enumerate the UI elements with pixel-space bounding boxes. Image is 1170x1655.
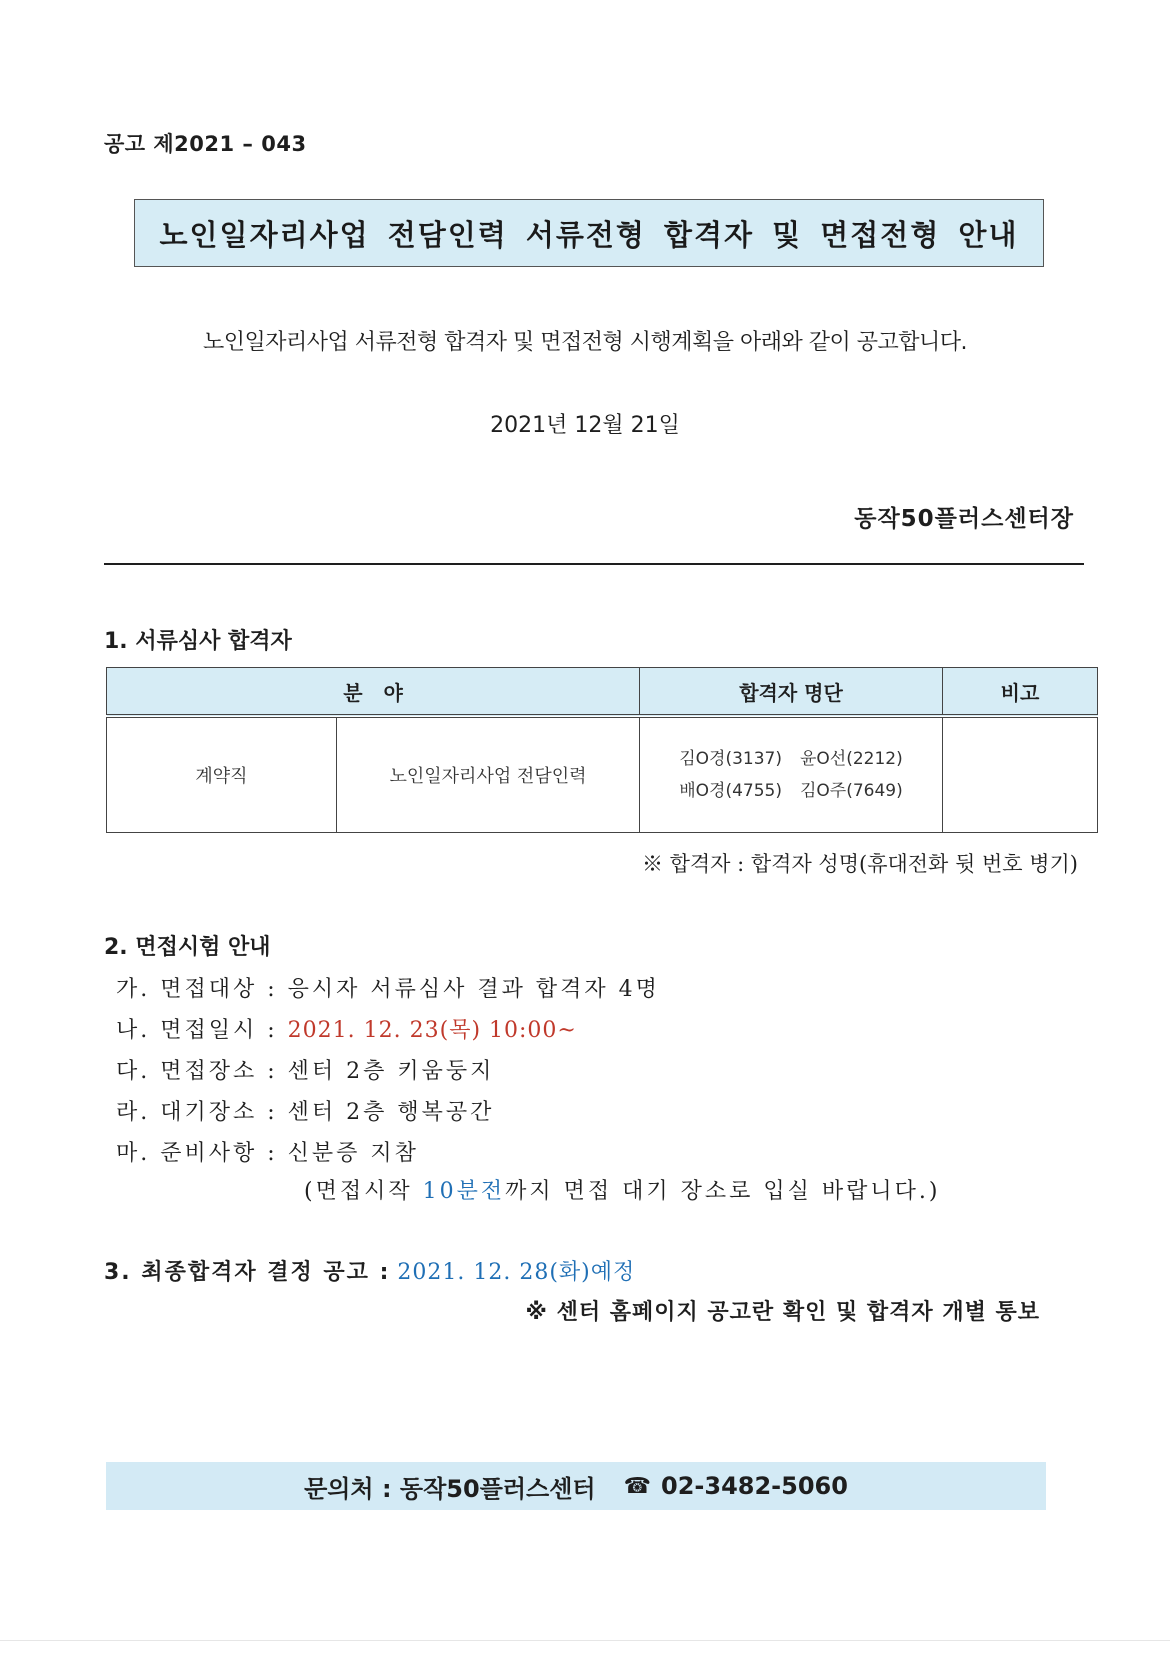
contact-phone: 02-3482-5060 <box>661 1472 848 1500</box>
phone-icon: ☎ <box>623 1473 652 1499</box>
header-remark: 비고 <box>943 668 1098 717</box>
names-line <box>641 775 941 807</box>
candidate-name: 윤O선(2212) <box>800 749 903 769</box>
contact-bar <box>106 1462 1046 1510</box>
arrival-note-suffix: 까지 면접 대기 장소로 입실 바랍니다.) <box>505 1179 941 1204</box>
contact-label: 문의처 : 동작50플러스센터 <box>304 1474 596 1503</box>
intro-text: 노인일자리사업 서류전형 합격자 및 면접전형 시행계획을 아래와 같이 공고합니다. <box>202 330 967 355</box>
interview-target <box>116 972 660 1003</box>
cell-names <box>640 716 943 833</box>
final-announcement-date: 2021. 12. 28(화)예정 <box>397 1260 636 1285</box>
item-label: 마. 준비사항 : <box>116 1141 278 1166</box>
item-label: 나. 면접일시 : <box>116 1018 278 1043</box>
item-value: 센터 2층 행복공간 <box>287 1100 495 1125</box>
arrival-note-prefix: (면접시작 <box>304 1179 423 1204</box>
section-3-note: ※ 센터 홈페이지 공고란 확인 및 합격자 개별 통보 <box>525 1300 1040 1325</box>
title-box <box>134 199 1044 267</box>
interview-datetime <box>116 1013 577 1044</box>
names-line <box>641 743 941 775</box>
item-value: 신분증 지참 <box>287 1141 419 1166</box>
header-names: 합격자 명단 <box>640 668 943 717</box>
section-3 <box>104 1255 635 1286</box>
arrival-note <box>304 1174 940 1205</box>
announcement-date: 2021년 12월 21일 <box>490 413 680 438</box>
item-label: 가. 면접대상 : <box>116 977 278 1002</box>
table-note: ※ 합격자 : 합격자 성명(휴대전화 뒷 번호 병기) <box>641 852 1078 876</box>
item-value: 센터 2층 키움둥지 <box>287 1059 495 1084</box>
item-label: 다. 면접장소 : <box>116 1059 278 1084</box>
arrival-note-highlight: 10분전 <box>422 1179 506 1204</box>
cell-field: 노인일자리사업 전담인력 <box>337 716 640 833</box>
results-table <box>106 667 1098 833</box>
item-value: 응시자 서류심사 결과 합격자 4명 <box>287 977 660 1002</box>
page-edge <box>0 1640 1170 1641</box>
header-field: 분 야 <box>107 668 640 717</box>
section-3-label: 3. 최종합격자 결정 공고 : <box>104 1260 391 1285</box>
signature: 동작50플러스센터장 <box>854 506 1074 532</box>
item-label: 라. 대기장소 : <box>116 1100 278 1125</box>
preparation <box>116 1136 419 1167</box>
section-1-title: 1. 서류심사 합격자 <box>104 629 292 654</box>
candidate-name: 김O주(7649) <box>800 781 903 801</box>
cell-type: 계약직 <box>107 716 337 833</box>
item-value: 2021. 12. 23(목) 10:00~ <box>287 1018 577 1043</box>
waiting-location <box>116 1095 494 1126</box>
interview-location <box>116 1054 494 1085</box>
candidate-name: 김O경(3137) <box>679 749 782 769</box>
table-header-row <box>107 668 1098 717</box>
cell-remark <box>943 716 1098 833</box>
page-title: 노인일자리사업 전담인력 서류전형 합격자 및 면접전형 안내 <box>159 217 1019 252</box>
section-2-title: 2. 면접시험 안내 <box>104 935 271 960</box>
divider <box>104 563 1084 565</box>
announcement-number: 공고 제2021 – 043 <box>104 132 307 156</box>
candidate-name: 배O경(4755) <box>679 781 782 801</box>
table-row <box>107 716 1098 833</box>
